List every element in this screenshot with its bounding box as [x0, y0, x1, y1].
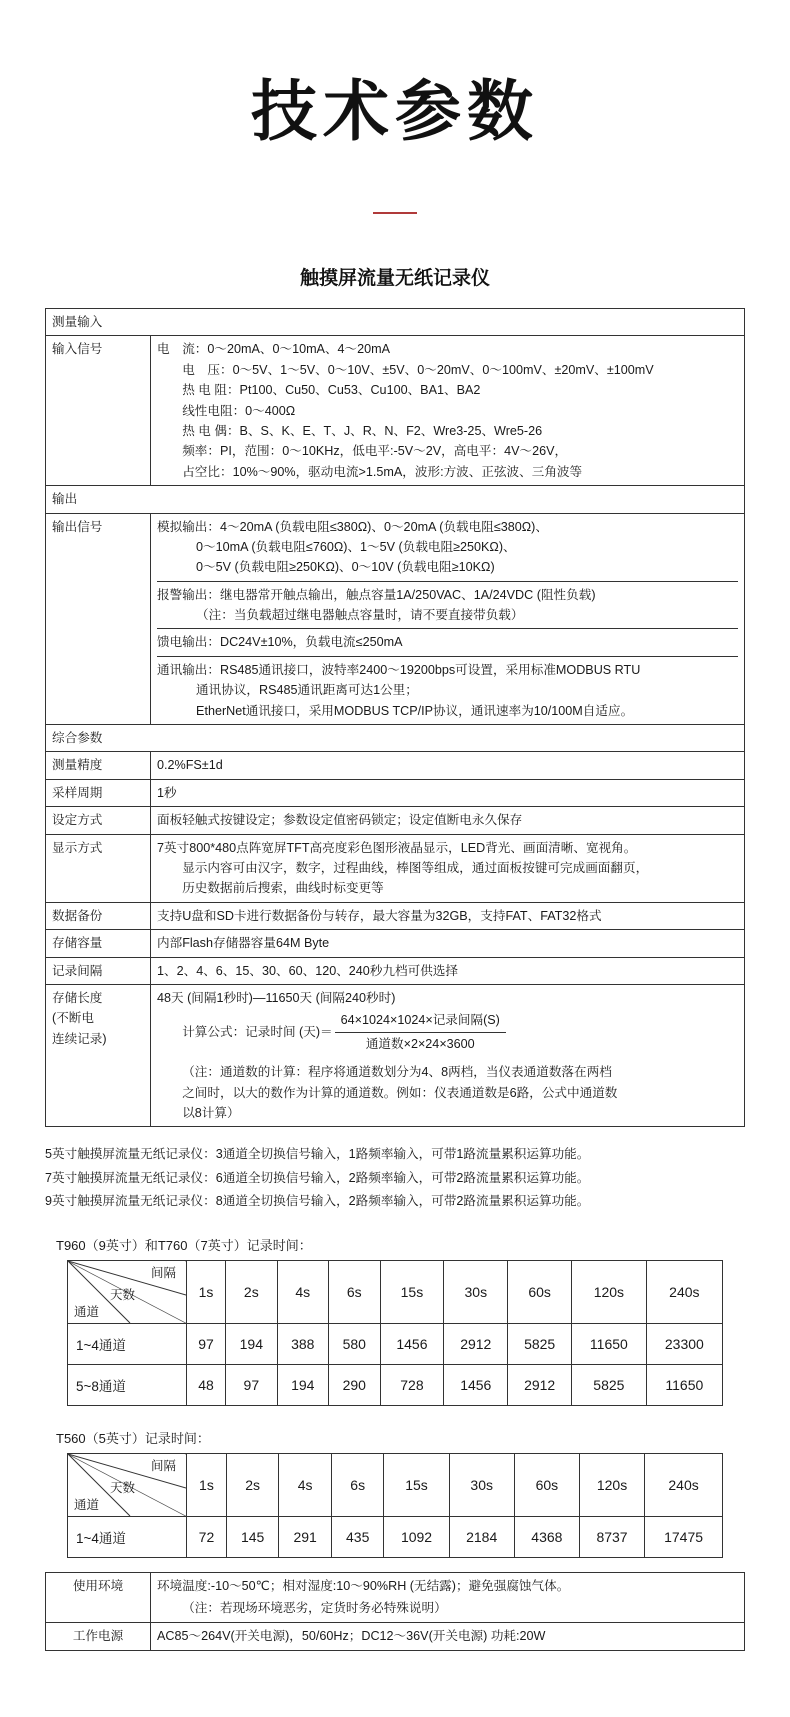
record-table-col-header: 2s	[226, 1261, 277, 1324]
record-table-cell: 2184	[449, 1517, 514, 1558]
record-table-col-header: 240s	[645, 1454, 723, 1517]
record-table-cell: 1092	[384, 1517, 449, 1558]
record-table-row	[68, 1324, 723, 1365]
spec-row-value: 0.2%FS±1d	[151, 752, 745, 779]
record-table-cell: 72	[187, 1517, 227, 1558]
spec-section-row	[46, 725, 745, 752]
record-table-col-header: 240s	[646, 1261, 722, 1324]
record-table-corner-cell	[68, 1261, 187, 1324]
corner-label-days: 天数	[110, 1481, 136, 1496]
record-table-header-row	[68, 1454, 723, 1517]
record-table-cell: 194	[277, 1365, 328, 1406]
record-table-cell: 435	[331, 1517, 384, 1558]
record-table-cell: 4368	[514, 1517, 579, 1558]
record-table-cell: 1456	[444, 1365, 508, 1406]
spec-value-group: 通讯输出：RS485通讯接口，波特率2400～19200bps可设置，采用标准MODBUS RTU 通讯协议，RS485通讯距离可达1公里； EtherNet通讯接口，采用MODBUS TCP/IP协议，通讯速率为10/100M自适应。	[157, 656, 738, 724]
record-table-cell: 97	[187, 1324, 226, 1365]
record-table-cell: 2912	[508, 1365, 572, 1406]
record-table-col-header: 1s	[187, 1454, 227, 1517]
spec-row-value: 48天 (间隔1秒时)—11650天 (间隔240秒时) 计算公式：记录时间 (天)＝ $\frac{\text{64×1024×1024×记录间隔(S)}}{\text{通道数×2×24×3600}}$ （注：通道数的计算：程序将通道数划分为4、8两档，当仪表通道数落在两档 之间时，以大的数作为计算的通道数。例如：仪表通道数是6路，公式中通道数 以8计算）	[151, 984, 745, 1126]
spec-row	[46, 834, 745, 902]
record-table-cell: 48	[187, 1365, 226, 1406]
model-notes	[45, 1143, 745, 1213]
spec-row-record-length	[46, 984, 745, 1126]
spec-value-group: 馈电输出：DC24V±10%，负载电流≤250mA	[157, 629, 738, 656]
model-note-line: 9英寸触摸屏流量无纸记录仪：8通道全切换信号输入，2路频率输入，可带2路流量累积运算功能。	[45, 1193, 590, 1208]
record-table-cell: 8737	[579, 1517, 644, 1558]
spec-row-label: 采样周期	[46, 779, 151, 806]
record-table-corner-cell	[68, 1454, 187, 1517]
spec-section-row	[46, 309, 745, 336]
env-row-value: 环境温度:-10～50℃；相对湿度:10～90%RH (无结露)；避免强腐蚀气体。 （注：若现场环境恶劣，定货时务必特殊说明）	[151, 1573, 745, 1623]
spec-row-label: 输入信号	[46, 336, 151, 486]
corner-label-days: 天数	[110, 1288, 136, 1303]
model-note-line: 7英寸触摸屏流量无纸记录仪：6通道全切换信号输入，2路频率输入，可带2路流量累积运算功能。	[45, 1170, 590, 1185]
corner-label-interval: 间隔	[150, 1459, 176, 1474]
record-table-cell: 728	[380, 1365, 444, 1406]
spec-row	[46, 779, 745, 806]
spec-row-label: 存储长度 (不断电 连续记录)	[46, 984, 151, 1126]
environment-table	[45, 1572, 745, 1651]
record-table-cell: 11650	[572, 1324, 647, 1365]
spec-row-label: 测量精度	[46, 752, 151, 779]
spec-row-value: 7英寸800*480点阵宽屏TFT高亮度彩色图形液晶显示，LED背光、画面清晰、宽视角。 显示内容可由汉字，数字，过程曲线，棒图等组成，通过面板按键可完成画面翻页， 历史数据前后搜索，曲线时标变更等	[151, 834, 745, 902]
env-row	[46, 1622, 745, 1650]
spec-value-group: 模拟输出：4～20mA (负载电阻≤380Ω)、0～20mA (负载电阻≤380Ω)、 0～10mA (负载电阻≤760Ω)、1～5V (负载电阻≥250KΩ)、 0～5V (负载电阻≥250KΩ)、0～10V (负载电阻≥10KΩ)	[157, 519, 548, 575]
spec-row-label: 记录间隔	[46, 957, 151, 984]
record-table-row-label: 1~4通道	[68, 1324, 187, 1365]
record-table-cell: 145	[226, 1517, 279, 1558]
record-table-col-header: 30s	[444, 1261, 508, 1324]
record-table-col-header: 6s	[331, 1454, 384, 1517]
spec-row-value: 内部Flash存储器容量64M Byte	[151, 930, 745, 957]
title-divider	[0, 201, 790, 219]
record-table-col-header: 2s	[226, 1454, 279, 1517]
record-time-table	[67, 1453, 723, 1558]
spec-row-label: 设定方式	[46, 807, 151, 834]
record-table-col-header: 15s	[380, 1261, 444, 1324]
record-table-col-header: 30s	[449, 1454, 514, 1517]
record-table-cell: 97	[226, 1365, 277, 1406]
spec-row	[46, 930, 745, 957]
record-table-col-header: 120s	[572, 1261, 647, 1324]
spec-row-value	[151, 513, 745, 725]
record-table-col-header: 120s	[579, 1454, 644, 1517]
corner-label-interval: 间隔	[150, 1266, 176, 1281]
spec-value-group: 报警输出：继电器常开触点输出，触点容量1A/250VAC、1A/24VDC (阻性负载) （注：当负载超过继电器触点容量时，请不要直接带负载）	[157, 581, 738, 629]
page-title: 技术参数	[251, 73, 539, 150]
model-note-line: 5英寸触摸屏流量无纸记录仪：3通道全切换信号输入，1路频率输入，可带1路流量累积运算功能。	[45, 1147, 590, 1162]
record-table-cell: 580	[329, 1324, 380, 1365]
env-row-value: AC85～264V(开关电源)，50/60Hz；DC12～36V(开关电源) 功耗:20W	[151, 1622, 745, 1650]
record-time-table	[67, 1260, 723, 1406]
spec-row-label: 显示方式	[46, 834, 151, 902]
spec-row-value: 电 流：0～20mA、0～10mA、4～20mA 电 压：0～5V、1～5V、0～10V、±5V、0～20mV、0～100mV、±20mV、±100mV 热 电 阻：Pt100、Cu50、Cu53、Cu100、BA1、BA2 线性电阻：0～400Ω 热 电 偶：B、S、K、E、T、J、R、N、F2、Wre3-25、Wre5-26 频率：PI，范围：0～10KHz，低电平:-5V～2V，高电平：4V～26V， 占空比：10%～90%，驱动电流>1.5mA，波形:方波、正弦波、三角波等	[151, 336, 745, 486]
record-table-cell: 290	[329, 1365, 380, 1406]
spec-row	[46, 752, 745, 779]
spec-row-value: 面板轻触式按键设定；参数设定值密码锁定；设定值断电永久保存	[151, 807, 745, 834]
spec-row	[46, 807, 745, 834]
record-table-row-label: 1~4通道	[68, 1517, 187, 1558]
record-table-cell: 23300	[646, 1324, 722, 1365]
spec-table	[45, 308, 745, 1127]
spec-row	[46, 902, 745, 929]
record-table-cell: 1456	[380, 1324, 444, 1365]
record-table-cell: 291	[279, 1517, 332, 1558]
spec-row-value: 1、2、4、6、15、30、60、120、240秒九档可供选择	[151, 957, 745, 984]
spec-row-value: 支持U盘和SD卡进行数据备份与转存，最大容量为32GB，支持FAT、FAT32格式	[151, 902, 745, 929]
spec-row-label: 存储容量	[46, 930, 151, 957]
record-table-cell: 5825	[508, 1324, 572, 1365]
spec-row-value: 1秒	[151, 779, 745, 806]
corner-label-channel: 通道	[74, 1498, 100, 1513]
record-table-cell: 2912	[444, 1324, 508, 1365]
env-row-label: 使用环境	[46, 1573, 151, 1623]
record-table-row	[68, 1365, 723, 1406]
corner-label-channel: 通道	[74, 1305, 100, 1320]
record-table-cell: 17475	[645, 1517, 723, 1558]
env-row	[46, 1573, 745, 1623]
record-table-col-header: 1s	[187, 1261, 226, 1324]
spec-row-label: 输出信号	[46, 513, 151, 725]
spec-row-label: 数据备份	[46, 902, 151, 929]
record-table-cell: 5825	[572, 1365, 647, 1406]
record-table-header-row	[68, 1261, 723, 1324]
product-subtitle: 触摸屏流量无纸记录仪	[299, 268, 490, 289]
spec-section-label: 输出	[46, 486, 745, 513]
spec-row	[46, 957, 745, 984]
spec-section-label: 综合参数	[46, 725, 745, 752]
spec-row	[46, 513, 745, 725]
record-table-col-header: 60s	[514, 1454, 579, 1517]
record-table-col-header: 15s	[384, 1454, 449, 1517]
record-table-cell: 11650	[646, 1365, 722, 1406]
record-table-col-header: 4s	[279, 1454, 332, 1517]
record-table-col-header: 4s	[277, 1261, 328, 1324]
record-table-cell: 388	[277, 1324, 328, 1365]
record-table-row	[68, 1517, 723, 1558]
record-table-col-header: 60s	[508, 1261, 572, 1324]
record-table-col-header: 6s	[329, 1261, 380, 1324]
spec-section-row	[46, 486, 745, 513]
record-table-row-label: 5~8通道	[68, 1365, 187, 1406]
record-table-title: T560（5英寸）记录时间：	[56, 1431, 210, 1447]
spec-row	[46, 336, 745, 486]
env-row-label: 工作电源	[46, 1622, 151, 1650]
record-table-title: T960（9英寸）和T760（7英寸）记录时间：	[56, 1238, 312, 1254]
record-table-cell: 194	[226, 1324, 277, 1365]
spec-section-label: 测量输入	[46, 309, 745, 336]
